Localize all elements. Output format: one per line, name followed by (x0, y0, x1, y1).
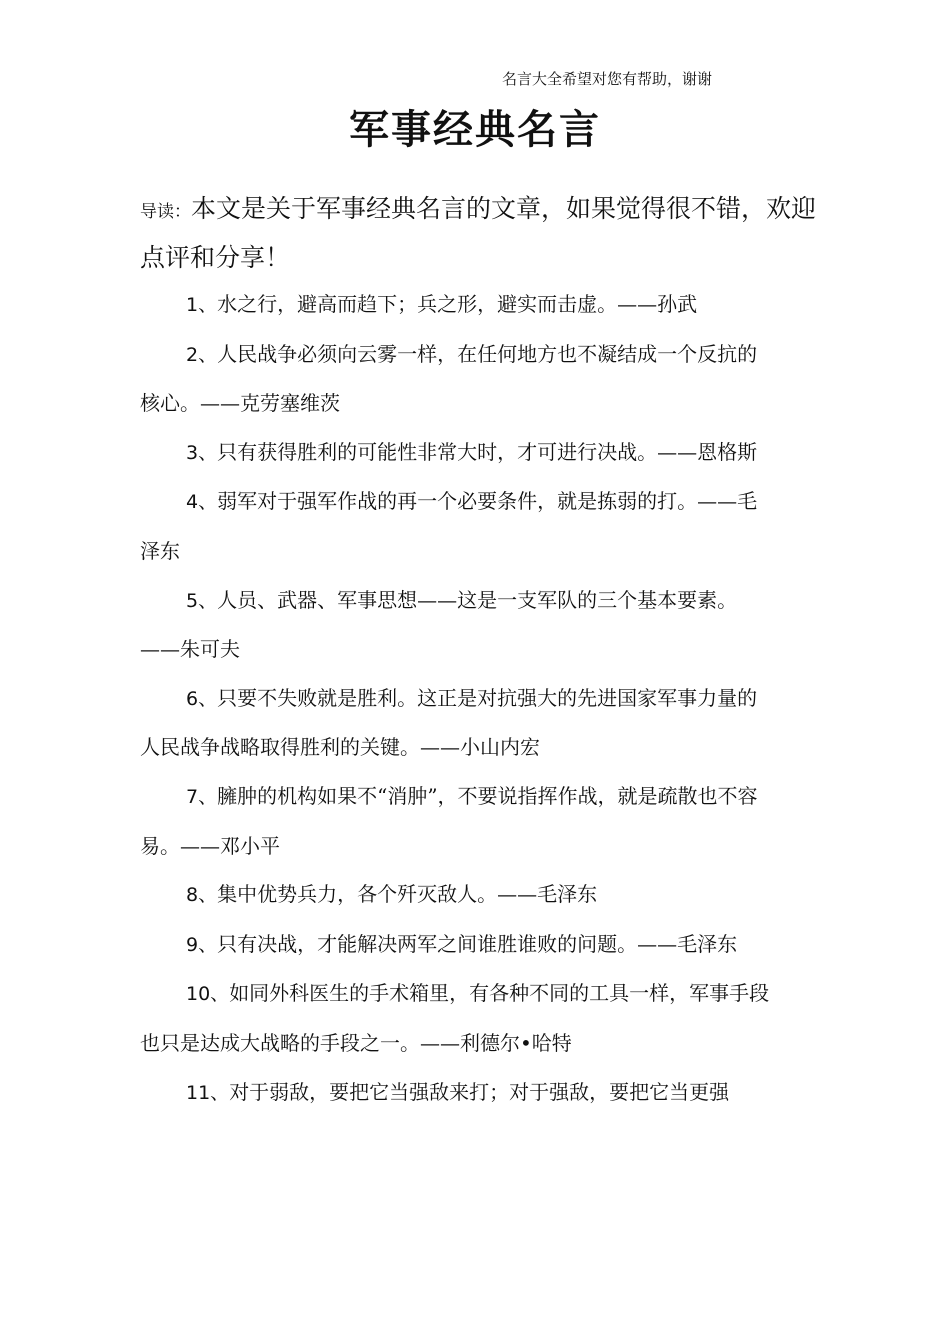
quote-text: 人民战争必须向云雾一样，在任何地方也不凝结成一个反抗的核心。——克劳塞维茨 (140, 341, 758, 416)
quote-number: 11、 (186, 1081, 230, 1104)
intro-text: 本文是关于军事经典名言的文章，如果觉得很不错，欢迎点评和分享！ (140, 194, 817, 272)
quote-text: 只要不失败就是胜利。这正是对抗强大的先进国家军事力量的人民战争战略取得胜利的关键。——小山内宏 (140, 685, 758, 760)
quote-item-3 (140, 428, 776, 478)
quote-item-10 (140, 969, 776, 1067)
quote-text: 集中优势兵力，各个歼灭敌人。——毛泽东 (217, 882, 598, 907)
quote-number: 2、 (186, 343, 218, 366)
quote-text: 对于弱敌，要把它当强敌来打；对于强敌，要把它当更强 (229, 1079, 730, 1104)
quote-number: 5、 (186, 589, 218, 612)
quote-text: 只有获得胜利的可能性非常大时，才可进行决战。——恩格斯 (217, 439, 758, 464)
quote-item-5 (140, 576, 776, 674)
quote-number: 10、 (186, 983, 230, 1006)
quote-item-11 (140, 1068, 776, 1118)
quote-number: 6、 (186, 687, 218, 710)
quote-text: 水之行，避高而趋下；兵之形，避实而击虚。——孙武 (217, 292, 698, 316)
quote-item-6 (140, 674, 776, 772)
quote-number: 1、 (186, 294, 218, 316)
quote-item-7 (140, 772, 776, 870)
intro-label: 导读： (140, 202, 191, 222)
quote-number: 9、 (186, 933, 218, 956)
quote-number: 4、 (186, 491, 218, 514)
quote-item-9 (140, 920, 776, 970)
quote-text: 臃肿的机构如果不“消肿”，不要说指挥作战，就是疏散也不容易。——邓小平 (140, 783, 758, 858)
quote-number: 8、 (186, 884, 218, 907)
page-title: 军事经典名言 (349, 107, 601, 153)
quote-item-8 (140, 870, 776, 920)
quote-list (140, 280, 776, 1117)
quote-item-4 (140, 477, 776, 575)
quote-text: 如同外科医生的手术箱里，有各种不同的工具一样，军事手段也只是达成大战略的手段之一。——利德尔•哈特 (140, 981, 770, 1055)
intro-paragraph (140, 186, 820, 280)
quote-text: 只有决战，才能解决两军之间谁胜谁败的问题。——毛泽东 (217, 931, 738, 956)
quote-number: 7、 (186, 785, 218, 808)
quote-item-2 (140, 330, 776, 428)
quote-number: 3、 (186, 441, 218, 464)
quote-text: 弱军对于强军作战的再一个必要条件，就是拣弱的打。——毛泽东 (140, 489, 758, 563)
quote-item-1 (140, 280, 776, 330)
header-note: 名言大全希望对您有帮助，谢谢 (502, 70, 713, 88)
quote-text: 人员、武器、军事思想——这是一支军队的三个基本要素。——朱可夫 (140, 587, 738, 662)
